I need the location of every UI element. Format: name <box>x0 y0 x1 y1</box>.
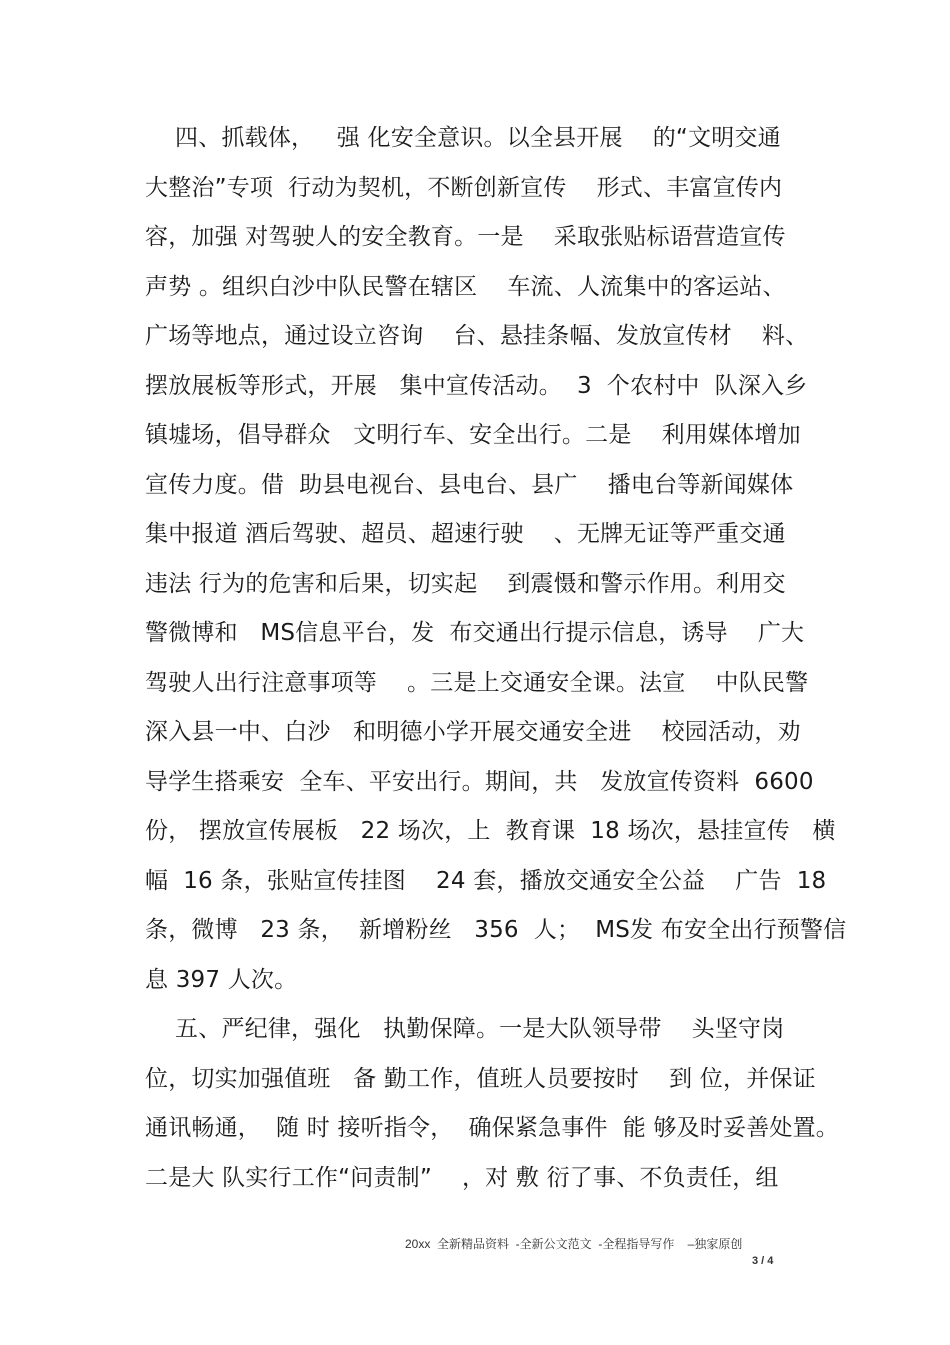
text-line: 息 397 人次。 <box>145 966 298 993</box>
text-line: 驾驶人出行注意事项等 。三是上交通安全课。法宣 中队民警 <box>145 669 809 696</box>
text-line: 四、抓载体， 强 化安全意识。以全县开展 的“文明交通 <box>145 125 781 151</box>
text-line: 声势 。组织白沙中队民警在辖区 车流、人流集中的客运站、 <box>145 273 786 300</box>
text-line: 条，微博 23 条， 新增粉丝 356 人； MS发 布安全出行预警信 <box>145 917 847 943</box>
text-line: 导学生搭乘安 全车、平安出行。期间，共 发放宣传资料 6600 <box>145 768 814 795</box>
text-line: 份， 摆放宣传展板 22 场次，上 教育课 18 场次，悬挂宣传 横 <box>145 818 836 844</box>
text-line: 幅 16 条，张贴宣传挂图 24 套，播放交通安全公益 广告 18 <box>145 867 827 894</box>
text-line: 镇墟场，倡导群众 文明行车、安全出行。二是 利用媒体增加 <box>145 422 801 448</box>
text-line: 集中报道 酒后驾驶、超员、超速行驶 、无牌无证等严重交通 <box>145 521 786 547</box>
text-line: 五、严纪律，强化 执勤保障。一是大队领导带 头坚守岗 <box>145 1016 785 1042</box>
text-line: 宣传力度。借 助县电视台、县电台、县广 播电台等新闻媒体 <box>145 471 794 498</box>
text-line: 通讯畅通， 随 时 接听指令， 确保紧急事件 能 够及时妥善处置。 <box>145 1115 839 1141</box>
text-line: 警微博和 MS信息平台，发 布交通出行提示信息，诱导 广大 <box>145 620 805 646</box>
page-number: 3 / 4 <box>752 1255 774 1267</box>
text-line: 容，加强 对驾驶人的安全教育。一是 采取张贴标语营造宣传 <box>145 224 786 250</box>
text-line: 位，切实加强值班 备 勤工作，值班人员要按时 到 位，并保证 <box>145 1065 816 1092</box>
text-line: 广场等地点，通过设立咨询 台、悬挂条幅、发放宣传材 料、 <box>145 323 809 349</box>
text-line: 摆放展板等形式，开展 集中宣传活动。 3 个农村中 队深入乡 <box>145 372 808 399</box>
text-line: 深入县一中、白沙 和明德小学开展交通安全进 校园活动，劝 <box>145 719 801 745</box>
text-line: 二是大 队实行工作“问责制” ，对 敷 衍了事、不负责任，组 <box>145 1164 779 1191</box>
footer-text: 20xx 全新精品资料 -全新公文范文 -全程指导写作 –独家原创 <box>405 1237 743 1251</box>
text-line: 大整治”专项 行动为契机，不断创新宣传 形式、丰富宣传内 <box>145 174 783 201</box>
text-line: 违法 行为的危害和后果，切实起 到震慑和警示作用。利用交 <box>145 570 786 597</box>
